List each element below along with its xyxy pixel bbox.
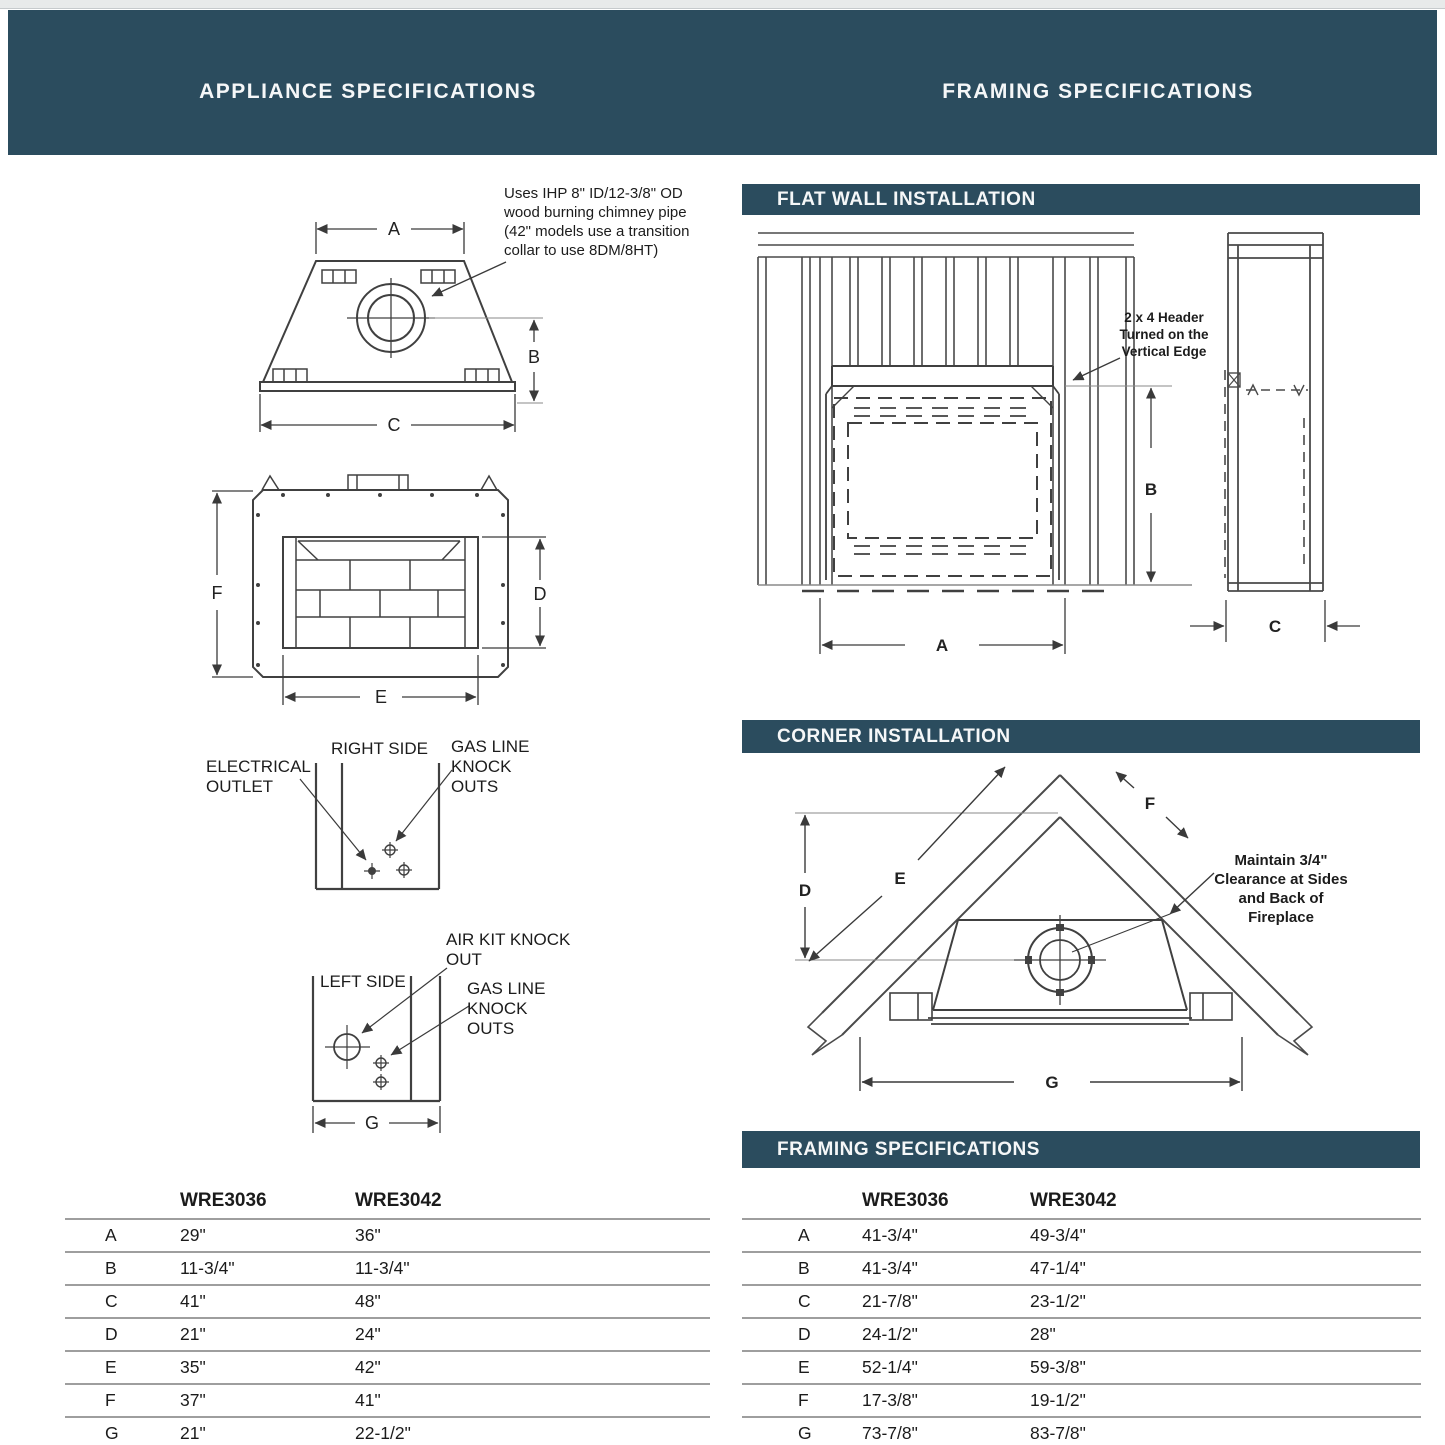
framing-specifications-bar	[742, 1131, 1420, 1168]
appliance-spec-table	[65, 1183, 710, 1445]
dimension-lines	[260, 222, 534, 432]
right-side-outline	[316, 763, 439, 889]
corner-installation-title: CORNER INSTALLATION	[777, 725, 1011, 747]
top-banner	[8, 10, 1437, 155]
flat-wall-installation-bar	[742, 184, 1420, 215]
knockout-tabs	[273, 270, 499, 382]
model-header-wre3042: WRE3042	[1030, 1189, 1117, 1211]
fireplace-plan	[890, 915, 1232, 1024]
electrical-outlet-label: ELECTRICAL OUTLET	[206, 757, 311, 796]
side-view-wall	[1225, 233, 1323, 591]
dimension-lines	[212, 491, 546, 705]
appliance-front-view-diagram	[190, 460, 560, 720]
header-beam	[832, 366, 1053, 408]
table-row: G 73-7/8" 83-7/8"	[742, 1416, 1421, 1445]
table-row: A 29" 36"	[65, 1218, 710, 1251]
model-header-wre3036: WRE3036	[862, 1189, 949, 1211]
table-row: E 52-1/4" 59-3/8"	[742, 1350, 1421, 1383]
table-row: B 11-3/4" 11-3/4"	[65, 1251, 710, 1284]
knockouts	[364, 842, 412, 879]
dim-e-label: E	[374, 687, 388, 707]
dim-f-label: F	[1144, 794, 1156, 813]
table-row: A 41-3/4" 49-3/4"	[742, 1218, 1421, 1251]
table-row: B 41-3/4" 47-1/4"	[742, 1251, 1421, 1284]
wall-framing	[758, 233, 1134, 585]
page-top-edge	[0, 0, 1445, 9]
corner-installation-diagram	[742, 755, 1422, 1115]
dim-d-label: D	[533, 584, 547, 604]
table-row: E 35" 42"	[65, 1350, 710, 1383]
left-side-title: LEFT SIDE	[320, 972, 406, 991]
dim-b-label: B	[527, 347, 541, 367]
dim-d-label: D	[798, 881, 812, 900]
framing-spec-table	[742, 1183, 1421, 1445]
appliance-specifications-title: APPLIANCE SPECIFICATIONS	[199, 80, 537, 103]
framing-specifications-table-title: FRAMING SPECIFICATIONS	[777, 1138, 1040, 1160]
gas-line-knockouts-label-left: GAS LINE KNOCK OUTS	[467, 979, 546, 1038]
dim-c-label: C	[387, 415, 401, 435]
table-row: C 21-7/8" 23-1/2"	[742, 1284, 1421, 1317]
model-header-wre3036: WRE3036	[180, 1189, 267, 1211]
table-row: C 41" 48"	[65, 1284, 710, 1317]
screw-dots	[256, 493, 505, 667]
dim-b-label: B	[1144, 480, 1158, 499]
knockouts	[325, 1025, 389, 1090]
front-flange-outline	[253, 490, 508, 677]
right-side-title: RIGHT SIDE	[331, 739, 428, 758]
gas-line-knockouts-label-right: GAS LINE KNOCK OUTS	[451, 737, 530, 796]
dim-f-label: F	[211, 583, 223, 603]
table-row: D 24-1/2" 28"	[742, 1317, 1421, 1350]
chimney-pipe-note: Uses IHP 8" ID/12-3/8" OD wood burning chimney pipe (42" models use a transition collar to use 8DM/8HT)	[504, 185, 690, 259]
header-2x4-note: 2 x 4 Header Turned on the Vertical Edge	[1119, 310, 1209, 359]
leader-lines	[300, 770, 452, 860]
framing-specifications-title: FRAMING SPECIFICATIONS	[942, 80, 1254, 103]
front-details	[262, 475, 497, 648]
corner-installation-bar	[742, 720, 1420, 753]
framing-table-header	[742, 1183, 1421, 1218]
dim-a-label: A	[387, 219, 401, 239]
model-header-wre3042: WRE3042	[355, 1189, 442, 1211]
table-row: D 21" 24"	[65, 1317, 710, 1350]
table-row: F 17-3/8" 19-1/2"	[742, 1383, 1421, 1416]
dimension-lines	[805, 767, 1242, 1091]
dim-g-label: G	[1045, 1073, 1059, 1092]
dim-g-label: G	[364, 1113, 380, 1133]
clearance-note: Maintain 3/4" Clearance at Sides and Back of Fireplace	[1214, 852, 1348, 926]
flat-wall-installation-diagram	[742, 218, 1422, 710]
table-row: G 21" 22-1/2"	[65, 1416, 710, 1445]
flat-wall-installation-title: FLAT WALL INSTALLATION	[777, 188, 1036, 210]
appliance-table-header	[65, 1183, 710, 1218]
dim-e-label: E	[894, 869, 906, 888]
dim-c-label: C	[1268, 617, 1282, 636]
table-row: F 37" 41"	[65, 1383, 710, 1416]
dim-a-label: A	[935, 636, 949, 655]
air-kit-knockout-label: AIR KIT KNOCK OUT	[446, 930, 571, 969]
fireplace-unit	[826, 386, 1059, 580]
flue-crosshair	[347, 278, 435, 358]
